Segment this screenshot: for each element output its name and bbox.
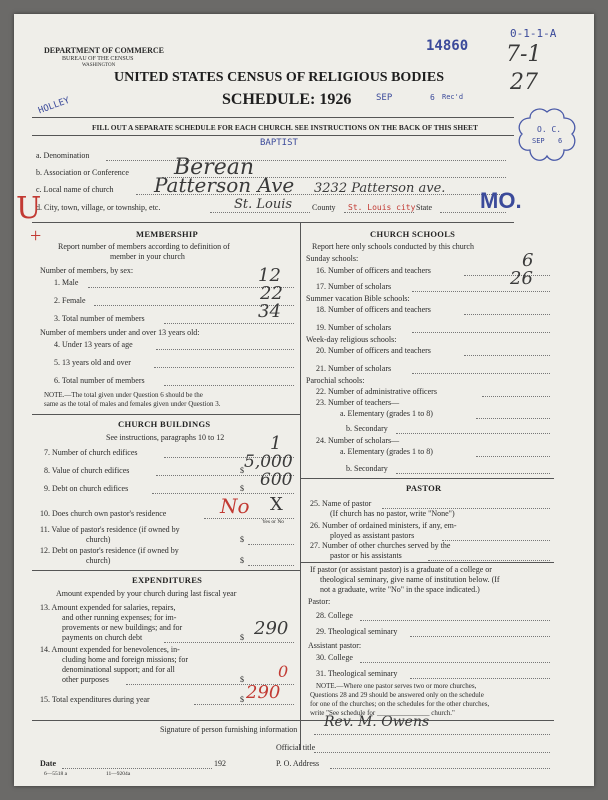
q3-label: 3. Total number of members xyxy=(54,314,145,323)
signature-label: Signature of person furnishing information xyxy=(160,725,298,734)
church-address-value: 3232 Patterson ave. xyxy=(314,181,446,196)
schools-title: CHURCH SCHOOLS xyxy=(370,229,456,239)
expenditures-sub: Amount expended by your church during last fiscal year xyxy=(56,589,237,598)
form-title: UNITED STATES CENSUS OF RELIGIOUS BODIES xyxy=(114,70,445,85)
graduate-note-1: If pastor (or assistant pastor) is a graduate of a college or xyxy=(310,565,492,574)
q15-label: 15. Total expenditures during year xyxy=(40,695,150,704)
census-schedule-sheet xyxy=(14,14,594,786)
q1-label: 1. Male xyxy=(54,278,79,287)
q17-value: 26 xyxy=(510,268,533,289)
q24a-label: a. Elementary (grades 1 to 8) xyxy=(340,447,433,456)
q11-label-1: 11. Value of pastor's residence (if owned by xyxy=(40,525,180,534)
q16-value: 6 xyxy=(522,250,534,271)
q27-label-1: 27. Number of other churches served by the xyxy=(310,541,451,550)
q26-label-2: ployed as assistant pastors xyxy=(330,531,415,540)
q6-label: 6. Total number of members xyxy=(54,376,145,385)
received-flower-stamp-icon xyxy=(514,106,580,166)
sep-day-stamp: 6 xyxy=(430,93,435,102)
po-address-label: P. O. Address xyxy=(276,759,320,768)
q14-line-2: cluding home and foreign missions; for xyxy=(62,655,188,664)
q13-value: 290 xyxy=(254,618,289,639)
handwritten-mid: 27 xyxy=(510,70,538,95)
q24-label: 24. Number of scholars— xyxy=(316,436,400,445)
association-label: b. Association or Conference xyxy=(36,168,129,177)
denomination-label: a. Denomination xyxy=(36,151,90,160)
dept-label: DEPARTMENT OF COMMERCE xyxy=(44,46,165,55)
signature-value: Rev. M. Owens xyxy=(324,714,430,730)
state-stamp: MO. xyxy=(480,188,522,213)
q9-dollar: $ xyxy=(240,484,244,493)
q14-line-4: other purposes xyxy=(62,675,109,684)
schedule-title: SCHEDULE: 1926 xyxy=(222,91,352,108)
q22-label: 22. Number of administrative officers xyxy=(316,387,437,396)
association-value: Berean xyxy=(174,155,255,180)
q15-dollar: $ xyxy=(240,695,244,704)
q23a-label: a. Elementary (grades 1 to 8) xyxy=(340,409,433,418)
county-stamp: St. Louis city xyxy=(348,203,416,212)
form-number: 6—5518 a xyxy=(44,771,68,777)
u-mark: U xyxy=(16,191,42,226)
schools-intro: Report here only schools conducted by this church xyxy=(312,242,474,251)
county-label: County xyxy=(312,203,336,212)
q13-dollar: $ xyxy=(240,633,244,642)
q25-sub: (If church has no pastor, write "None") xyxy=(330,509,455,518)
schedule-number-stamp: 14860 xyxy=(426,38,469,54)
baptist-stamp: BAPTIST xyxy=(260,138,298,148)
q27-label-2: pastor or his assistants xyxy=(330,551,402,560)
age-intro-label: Number of members under and over 13 years old: xyxy=(40,328,200,337)
sep-stamp: SEP xyxy=(376,93,393,103)
q18-label: 18. Number of officers and teachers xyxy=(316,305,431,314)
q23b-label: b. Secondary xyxy=(346,424,388,433)
q8-dollar: $ xyxy=(240,466,244,475)
q23-label: 23. Number of teachers— xyxy=(316,398,400,407)
q19-label: 19. Number of scholars xyxy=(316,323,392,332)
date-label: Date xyxy=(40,759,56,768)
separate-schedule-instruction: FILL OUT A SEPARATE SCHEDULE FOR EACH CHURCH. SEE INSTRUCTIONS ON THE BACK OF THIS SHEET xyxy=(92,123,478,132)
pastor-note-2: Questions 28 and 29 should be answered only on the schedule xyxy=(310,691,484,699)
bureau-label: BUREAU OF THE CENSUS xyxy=(62,56,134,62)
q15-value: 290 xyxy=(246,682,281,703)
sunday-schools-label: Sunday schools: xyxy=(306,254,359,263)
membership-title: MEMBERSHIP xyxy=(136,229,199,239)
official-title-label: Official title xyxy=(276,743,316,752)
q17-label: 17. Number of scholars xyxy=(316,282,392,291)
handwritten-top: 7-1 xyxy=(506,42,542,67)
q12-label-1: 12. Debt on pastor's residence (if owned by xyxy=(40,546,179,555)
q13-line-3: provements or new buildings; and for xyxy=(62,623,183,632)
q11-dollar: $ xyxy=(240,535,244,544)
q31-label: 31. Theological seminary xyxy=(316,669,398,678)
code-stamp: 0-1-1-A xyxy=(510,27,557,40)
q28-label: 28. College xyxy=(316,611,353,620)
q12-dollar: $ xyxy=(240,556,244,565)
buildings-title: CHURCH BUILDINGS xyxy=(118,419,211,429)
year-label: 192 xyxy=(214,759,226,768)
q4-label: 4. Under 13 years of age xyxy=(54,340,133,349)
q24b-label: b. Secondary xyxy=(346,464,388,473)
local-name-value: Patterson Ave xyxy=(154,173,295,197)
pastor-note-3: for one of the churches; on the schedules for the other churches, xyxy=(310,700,490,708)
parochial-schools-label: Parochial schools: xyxy=(306,376,365,385)
membership-intro-2: member in your church xyxy=(110,252,185,261)
graduate-note-3: not a graduate, write "No" in the space indicated.) xyxy=(320,585,480,594)
pastor-title: PASTOR xyxy=(406,483,442,493)
q2-value: 22 xyxy=(260,283,283,304)
city-value: St. Louis xyxy=(234,197,293,212)
q16-label: 16. Number of officers and teachers xyxy=(316,266,431,275)
graduate-note-2: theological seminary, give name of institution below. (If xyxy=(320,575,500,584)
recd-stamp: Rec'd xyxy=(442,93,464,101)
q7-value: 1 xyxy=(270,433,282,454)
q14-line-1: 14. Amount expended for benevolences, in- xyxy=(40,645,180,654)
q8-value: 5,000 xyxy=(244,452,293,472)
q20-label: 20. Number of officers and teachers xyxy=(316,346,431,355)
q10-value: No xyxy=(220,494,250,518)
membership-note-2: same as the total of males and females given under Question 3. xyxy=(44,400,221,408)
assistant-pastor-label: Assistant pastor: xyxy=(308,641,362,650)
oc-stamp: O. C. xyxy=(537,125,562,134)
q14-dollar: $ xyxy=(240,675,244,684)
pastor-note-4: write "See schedule for _______________ church." xyxy=(310,709,455,717)
members-by-sex-label: Number of members, by sex: xyxy=(40,266,134,275)
q30-label: 30. College xyxy=(316,653,353,662)
q21-label: 21. Number of scholars xyxy=(316,364,392,373)
local-name-label: c. Local name of church xyxy=(36,185,114,194)
q5-label: 5. 13 years old and over xyxy=(54,358,131,367)
q13-line-4: payments on church debt xyxy=(62,633,143,642)
print-number: 11—9204a xyxy=(106,771,131,777)
pastor-note-1: NOTE.—Where one pastor serves two or more churches, xyxy=(316,682,477,690)
q8-label: 8. Value of church edifices xyxy=(44,466,130,475)
oc-sep-stamp: SEP xyxy=(532,137,545,145)
membership-intro-1: Report number of members according to definition of xyxy=(58,242,230,251)
oc-day-stamp: 6 xyxy=(558,137,563,145)
q9-value: 600 xyxy=(260,470,293,490)
q3-value: 34 xyxy=(258,301,281,322)
state-label: State xyxy=(416,203,432,212)
city-label: d. City, town, village, or township, etc. xyxy=(36,203,161,212)
q14-value: 0 xyxy=(278,662,289,681)
q14-line-3: denominational support; and for all xyxy=(62,665,175,674)
q25-label: 25. Name of pastor xyxy=(310,499,372,508)
q10-label: 10. Does church own pastor's residence xyxy=(40,509,167,518)
q13-line-1: 13. Amount expended for salaries, repairs, xyxy=(40,603,176,612)
summer-schools-label: Summer vacation Bible schools: xyxy=(306,294,410,303)
weekday-schools-label: Week-day religious schools: xyxy=(306,335,397,344)
q7-label: 7. Number of church edifices xyxy=(44,448,138,457)
membership-note-1: NOTE.—The total given under Question 6 should be the xyxy=(44,391,203,399)
q9-label: 9. Debt on church edifices xyxy=(44,484,129,493)
q26-label-1: 26. Number of ordained ministers, if any, em- xyxy=(310,521,457,530)
pastor-sub-label: Pastor: xyxy=(308,597,331,606)
q12-label-2: church) xyxy=(86,556,111,565)
yes-no-hint: Yes or No xyxy=(262,519,285,525)
holley-stamp: HOLLEY xyxy=(37,95,72,117)
q13-line-2: and other running expenses; for im- xyxy=(62,613,177,622)
q29-label: 29. Theological seminary xyxy=(316,627,398,636)
expenditures-title: EXPENDITURES xyxy=(132,575,203,585)
q1-value: 12 xyxy=(258,265,281,286)
q2-label: 2. Female xyxy=(54,296,86,305)
buildings-sub: See instructions, paragraphs 10 to 12 xyxy=(106,433,225,442)
q10-mark: X xyxy=(270,494,283,515)
plus-mark: + xyxy=(30,225,42,247)
city-label: WASHINGTON xyxy=(82,63,116,68)
q11-label-2: church) xyxy=(86,535,111,544)
